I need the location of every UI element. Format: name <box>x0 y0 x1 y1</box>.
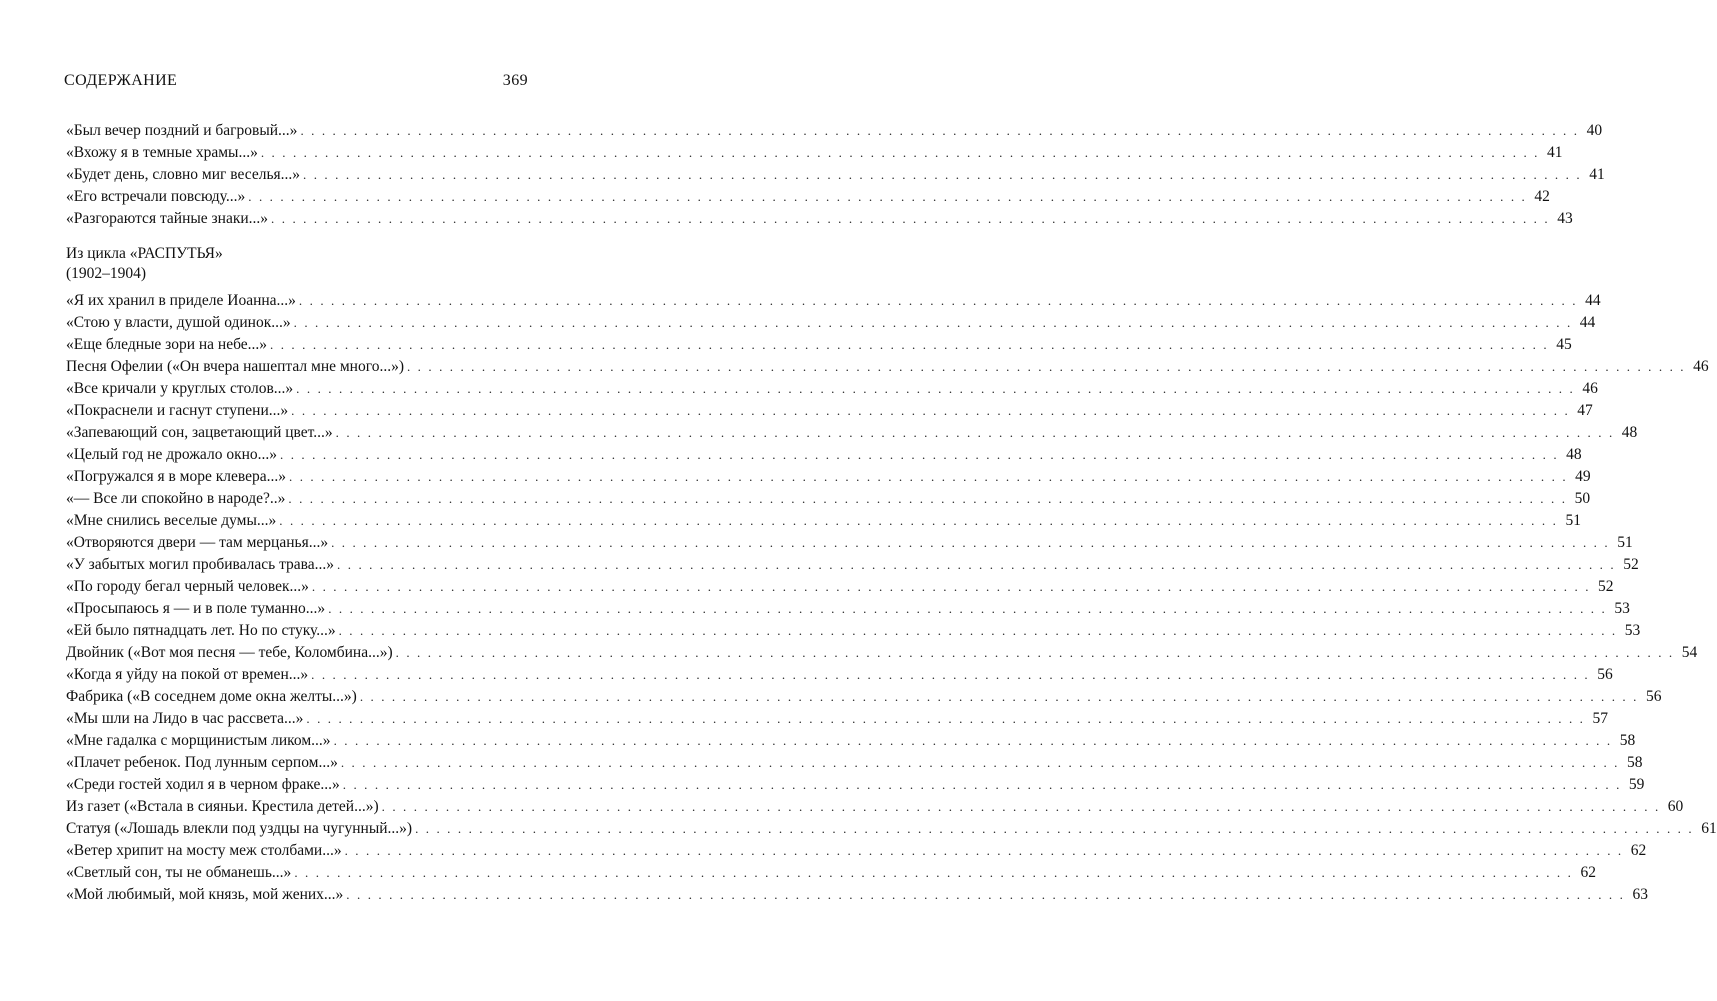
toc-entry-title: «Мне гадалка с морщинистым ликом...» <box>66 732 331 749</box>
toc-entry <box>66 576 1614 598</box>
toc-entry-page: 51 <box>1565 512 1581 529</box>
toc-entry-title: «Ветер хрипит на мосту меж столбами...» <box>66 842 342 859</box>
toc-entry-page: 41 <box>1589 166 1605 183</box>
toc-entry <box>66 208 1573 230</box>
toc-entry <box>66 686 1662 708</box>
toc-entry-page: 62 <box>1630 842 1647 859</box>
toc-entry <box>66 730 1636 752</box>
toc-entry-title: Песня Офелии («Он вчера нашептал мне много...») <box>66 358 404 375</box>
dot-leader: . . . . . . . . . . . . . . . . . . . . . . . . . . . . . . . . . . . . . . . . . . . . . . . . . . . . . . . . . . . . . . . . . . . . . . . . . . . . . . . . . . . . . . . . . . . . . . . . . . . . . . . . . . . . . . . . . . . . . . . . <box>344 843 1624 858</box>
toc-entry-page: 54 <box>1681 644 1698 661</box>
toc-entry <box>66 532 1633 554</box>
toc-entry-title: «Мой любимый, мой князь, мой жених...» <box>66 886 344 903</box>
toc-entry-title: «Целый год не дрожало окно...» <box>66 446 278 463</box>
dot-leader: . . . . . . . . . . . . . . . . . . . . . . . . . . . . . . . . . . . . . . . . . . . . . . . . . . . . . . . . . . . . . . . . . . . . . . . . . . . . . . . . . . . . . . . . . . . . . . . . . . . . . . . . . . . . . . . . . . . . . . . . <box>298 293 1578 308</box>
toc-entry-title: «Когда я уйду на покой от времен...» <box>66 666 309 683</box>
toc-entry-title: «Погружался я в море клевера...» <box>66 468 287 485</box>
toc-entry-page: 60 <box>1667 798 1684 815</box>
toc-entry-page: 52 <box>1623 556 1639 573</box>
toc-entry-page: 53 <box>1614 600 1630 617</box>
toc-entry-page: 47 <box>1577 402 1593 419</box>
toc-entry-page: 63 <box>1632 886 1648 903</box>
toc-entry <box>66 642 1698 664</box>
toc-entry-page: 48 <box>1566 446 1582 463</box>
toc-entry <box>66 488 1591 510</box>
toc-entry-title: Из газет («Встала в сияньи. Крестила детей...») <box>66 798 379 815</box>
toc-entry-title: «Еще бледные зори на небе...» <box>66 336 268 353</box>
toc-entry-title: «Стою у власти, душой одинок...» <box>66 314 291 331</box>
toc-entry-title: «Я их хранил в приделе Иоанна...» <box>66 292 296 309</box>
toc-entry-title: Двойник («Вот моя песня — тебе, Коломбина...») <box>66 644 393 661</box>
toc-entry <box>66 598 1630 620</box>
toc-entry <box>66 120 1603 142</box>
toc-entry <box>66 708 1609 730</box>
toc-entry <box>66 840 1647 862</box>
toc-entry-title: «Был вечер поздний и багровый...» <box>66 122 298 139</box>
toc-entry-title: «Все кричали у круглых столов...» <box>66 380 294 397</box>
dot-leader: . . . . . . . . . . . . . . . . . . . . . . . . . . . . . . . . . . . . . . . . . . . . . . . . . . . . . . . . . . . . . . . . . . . . . . . . . . . . . . . . . . . . . . . . . . . . . . . . . . . . . . . . . . . . . . . . . . . . . . . . <box>337 557 1616 572</box>
running-title: СОДЕРЖАНИЕ <box>64 72 178 89</box>
dot-leader: . . . . . . . . . . . . . . . . . . . . . . . . . . . . . . . . . . . . . . . . . . . . . . . . . . . . . . . . . . . . . . . . . . . . . . . . . . . . . . . . . . . . . . . . . . . . . . . . . . . . . . . . . . . . . . . . . . . . . . . . <box>331 535 1610 550</box>
dot-leader: . . . . . . . . . . . . . . . . . . . . . . . . . . . . . . . . . . . . . . . . . . . . . . . . . . . . . . . . . . . . . . . . . . . . . . . . . . . . . . . . . . . . . . . . . . . . . . . . . . . . . . . . . . . . . . . . . . . . . . . . <box>415 821 1694 836</box>
dot-leader: . . . . . . . . . . . . . . . . . . . . . . . . . . . . . . . . . . . . . . . . . . . . . . . . . . . . . . . . . . . . . . . . . . . . . . . . . . . . . . . . . . . . . . . . . . . . . . . . . . . . . . . . . . . . . . . . . . . . . . . . <box>306 711 1586 726</box>
toc-entry <box>66 818 1717 840</box>
toc-entry-page: 48 <box>1621 424 1638 441</box>
dot-leader: . . . . . . . . . . . . . . . . . . . . . . . . . . . . . . . . . . . . . . . . . . . . . . . . . . . . . . . . . . . . . . . . . . . . . . . . . . . . . . . . . . . . . . . . . . . . . . . . . . . . . . . . . . . . . . . . . . . . . . . . <box>248 189 1527 204</box>
dot-leader: . . . . . . . . . . . . . . . . . . . . . . . . . . . . . . . . . . . . . . . . . . . . . . . . . . . . . . . . . . . . . . . . . . . . . . . . . . . . . . . . . . . . . . . . . . . . . . . . . . . . . . . . . . . . . . . . . . . . . . . . <box>346 887 1625 902</box>
dot-leader: . . . . . . . . . . . . . . . . . . . . . . . . . . . . . . . . . . . . . . . . . . . . . . . . . . . . . . . . . . . . . . . . . . . . . . . . . . . . . . . . . . . . . . . . . . . . . . . . . . . . . . . . . . . . . . . . . . . . . . . . <box>333 733 1613 748</box>
toc-entry-title: «Светлый сон, ты не обманешь...» <box>66 864 292 881</box>
dot-leader: . . . . . . . . . . . . . . . . . . . . . . . . . . . . . . . . . . . . . . . . . . . . . . . . . . . . . . . . . . . . . . . . . . . . . . . . . . . . . . . . . . . . . . . . . . . . . . . . . . . . . . . . . . . . . . . . . . . . . . . . <box>381 799 1661 814</box>
toc-entry-page: 50 <box>1574 490 1591 507</box>
dot-leader: . . . . . . . . . . . . . . . . . . . . . . . . . . . . . . . . . . . . . . . . . . . . . . . . . . . . . . . . . . . . . . . . . . . . . . . . . . . . . . . . . . . . . . . . . . . . . . . . . . . . . . . . . . . . . . . . . . . . . . . . <box>406 359 1686 374</box>
dot-leader: . . . . . . . . . . . . . . . . . . . . . . . . . . . . . . . . . . . . . . . . . . . . . . . . . . . . . . . . . . . . . . . . . . . . . . . . . . . . . . . . . . . . . . . . . . . . . . . . . . . . . . . . . . . . . . . . . . . . . . . . <box>279 513 1558 528</box>
toc-entry-title: «Просыпаюсь я — и в поле туманно...» <box>66 600 326 617</box>
toc-entry <box>66 356 1709 378</box>
dot-leader: . . . . . . . . . . . . . . . . . . . . . . . . . . . . . . . . . . . . . . . . . . . . . . . . . . . . . . . . . . . . . . . . . . . . . . . . . . . . . . . . . . . . . . . . . . . . . . . . . . . . . . . . . . . . . . . . . . . . . . . . <box>294 865 1573 880</box>
running-header <box>64 72 528 90</box>
toc-entry <box>66 510 1581 532</box>
toc-entry-title: «Будет день, словно миг веселья...» <box>66 166 301 183</box>
toc-list-top <box>66 120 1605 230</box>
toc-entry-title: «Среди гостей ходил я в черном фраке...» <box>66 776 340 793</box>
dot-leader: . . . . . . . . . . . . . . . . . . . . . . . . . . . . . . . . . . . . . . . . . . . . . . . . . . . . . . . . . . . . . . . . . . . . . . . . . . . . . . . . . . . . . . . . . . . . . . . . . . . . . . . . . . . . . . . . . . . . . . . . <box>311 667 1590 682</box>
toc-entry <box>66 312 1596 334</box>
toc-entry-title: «Вхожу я в темные храмы...» <box>66 144 258 161</box>
toc-entry <box>66 164 1605 186</box>
toc-entry-page: 46 <box>1693 358 1709 375</box>
toc-entry-page: 40 <box>1586 122 1603 139</box>
toc-entry <box>66 334 1572 356</box>
toc-entry-title: «Отворяются двери — там мерцанья...» <box>66 534 329 551</box>
toc-entry-title: «Покраснели и гаснут ступени...» <box>66 402 289 419</box>
toc-entry-title: «У забытых могил пробивалась трава...» <box>66 556 335 573</box>
toc-entry <box>66 620 1641 642</box>
toc-entry <box>66 774 1645 796</box>
toc-entry <box>66 466 1591 488</box>
toc-entry-page: 62 <box>1580 864 1596 881</box>
toc-entry-page: 52 <box>1598 578 1614 595</box>
toc-entry-title: Фабрика («В соседнем доме окна желты...») <box>66 688 357 705</box>
toc-entry-page: 51 <box>1617 534 1633 551</box>
dot-leader: . . . . . . . . . . . . . . . . . . . . . . . . . . . . . . . . . . . . . . . . . . . . . . . . . . . . . . . . . . . . . . . . . . . . . . . . . . . . . . . . . . . . . . . . . . . . . . . . . . . . . . . . . . . . . . . . . . . . . . . . <box>342 777 1622 792</box>
toc-entry <box>66 862 1596 884</box>
toc-entry-title: «Запевающий сон, зацветающий цвет...» <box>66 424 333 441</box>
toc-entry-title: «Плачет ребенок. Под лунным серпом...» <box>66 754 338 771</box>
toc-entry-page: 58 <box>1627 754 1643 771</box>
toc-entry <box>66 400 1593 422</box>
toc-entry <box>66 186 1550 208</box>
toc-entry <box>66 444 1582 466</box>
toc-entry <box>66 884 1648 906</box>
toc-entry-page: 44 <box>1579 314 1596 331</box>
toc-entry <box>66 752 1643 774</box>
dot-leader: . . . . . . . . . . . . . . . . . . . . . . . . . . . . . . . . . . . . . . . . . . . . . . . . . . . . . . . . . . . . . . . . . . . . . . . . . . . . . . . . . . . . . . . . . . . . . . . . . . . . . . . . . . . . . . . . . . . . . . . . <box>291 403 1570 418</box>
dot-leader: . . . . . . . . . . . . . . . . . . . . . . . . . . . . . . . . . . . . . . . . . . . . . . . . . . . . . . . . . . . . . . . . . . . . . . . . . . . . . . . . . . . . . . . . . . . . . . . . . . . . . . . . . . . . . . . . . . . . . . . . <box>340 755 1620 770</box>
toc-entry-title: «Мы шли на Лидо в час рассвета...» <box>66 710 304 727</box>
toc-entry <box>66 142 1563 164</box>
dot-leader: . . . . . . . . . . . . . . . . . . . . . . . . . . . . . . . . . . . . . . . . . . . . . . . . . . . . . . . . . . . . . . . . . . . . . . . . . . . . . . . . . . . . . . . . . . . . . . . . . . . . . . . . . . . . . . . . . . . . . . . . <box>293 315 1573 330</box>
toc-entry-page: 58 <box>1619 732 1636 749</box>
dot-leader: . . . . . . . . . . . . . . . . . . . . . . . . . . . . . . . . . . . . . . . . . . . . . . . . . . . . . . . . . . . . . . . . . . . . . . . . . . . . . . . . . . . . . . . . . . . . . . . . . . . . . . . . . . . . . . . . . . . . . . . . <box>338 623 1618 638</box>
toc-entry <box>66 422 1638 444</box>
dot-leader: . . . . . . . . . . . . . . . . . . . . . . . . . . . . . . . . . . . . . . . . . . . . . . . . . . . . . . . . . . . . . . . . . . . . . . . . . . . . . . . . . . . . . . . . . . . . . . . . . . . . . . . . . . . . . . . . . . . . . . . . <box>270 337 1549 352</box>
toc-entry-page: 56 <box>1645 688 1662 705</box>
toc-entry-title: Статуя («Лошадь влекли под уздцы на чугунный...») <box>66 820 413 837</box>
toc-entry <box>66 554 1639 576</box>
toc-entry <box>66 796 1684 818</box>
toc-entry-page: 49 <box>1575 468 1591 485</box>
dot-leader: . . . . . . . . . . . . . . . . . . . . . . . . . . . . . . . . . . . . . . . . . . . . . . . . . . . . . . . . . . . . . . . . . . . . . . . . . . . . . . . . . . . . . . . . . . . . . . . . . . . . . . . . . . . . . . . . . . . . . . . . <box>395 645 1675 660</box>
page-number: 369 <box>502 72 528 89</box>
toc-entry-page: 56 <box>1597 666 1613 683</box>
toc-entry-page: 42 <box>1534 188 1550 205</box>
dot-leader: . . . . . . . . . . . . . . . . . . . . . . . . . . . . . . . . . . . . . . . . . . . . . . . . . . . . . . . . . . . . . . . . . . . . . . . . . . . . . . . . . . . . . . . . . . . . . . . . . . . . . . . . . . . . . . . . . . . . . . . . <box>311 579 1591 594</box>
toc-entry <box>66 378 1598 400</box>
dot-leader: . . . . . . . . . . . . . . . . . . . . . . . . . . . . . . . . . . . . . . . . . . . . . . . . . . . . . . . . . . . . . . . . . . . . . . . . . . . . . . . . . . . . . . . . . . . . . . . . . . . . . . . . . . . . . . . . . . . . . . . . <box>335 425 1615 440</box>
toc-entry-page: 44 <box>1585 292 1601 309</box>
dot-leader: . . . . . . . . . . . . . . . . . . . . . . . . . . . . . . . . . . . . . . . . . . . . . . . . . . . . . . . . . . . . . . . . . . . . . . . . . . . . . . . . . . . . . . . . . . . . . . . . . . . . . . . . . . . . . . . . . . . . . . . . <box>303 167 1582 182</box>
toc-entry-page: 59 <box>1628 776 1645 793</box>
toc-entry-page: 57 <box>1592 710 1609 727</box>
toc-entry-page: 46 <box>1582 380 1598 397</box>
toc-entry-title: «— Все ли спокойно в народе?..» <box>66 490 286 507</box>
dot-leader: . . . . . . . . . . . . . . . . . . . . . . . . . . . . . . . . . . . . . . . . . . . . . . . . . . . . . . . . . . . . . . . . . . . . . . . . . . . . . . . . . . . . . . . . . . . . . . . . . . . . . . . . . . . . . . . . . . . . . . . . <box>260 145 1540 160</box>
dot-leader: . . . . . . . . . . . . . . . . . . . . . . . . . . . . . . . . . . . . . . . . . . . . . . . . . . . . . . . . . . . . . . . . . . . . . . . . . . . . . . . . . . . . . . . . . . . . . . . . . . . . . . . . . . . . . . . . . . . . . . . . <box>280 447 1559 462</box>
toc-entry-title: «Ей было пятнадцать лет. Но по стуку...» <box>66 622 336 639</box>
toc-entry <box>66 664 1613 686</box>
toc-list-section <box>66 290 1717 906</box>
toc-entry-page: 43 <box>1557 210 1573 227</box>
section-title: Из цикла «РАСПУТЬЯ» <box>66 245 223 262</box>
table-of-contents <box>66 120 1717 906</box>
toc-entry-page: 45 <box>1556 336 1572 353</box>
dot-leader: . . . . . . . . . . . . . . . . . . . . . . . . . . . . . . . . . . . . . . . . . . . . . . . . . . . . . . . . . . . . . . . . . . . . . . . . . . . . . . . . . . . . . . . . . . . . . . . . . . . . . . . . . . . . . . . . . . . . . . . . <box>288 491 1568 506</box>
toc-entry-page: 41 <box>1547 144 1563 161</box>
toc-entry-title: «Мне снились веселые думы...» <box>66 512 277 529</box>
dot-leader: . . . . . . . . . . . . . . . . . . . . . . . . . . . . . . . . . . . . . . . . . . . . . . . . . . . . . . . . . . . . . . . . . . . . . . . . . . . . . . . . . . . . . . . . . . . . . . . . . . . . . . . . . . . . . . . . . . . . . . . . <box>296 381 1575 396</box>
dot-leader: . . . . . . . . . . . . . . . . . . . . . . . . . . . . . . . . . . . . . . . . . . . . . . . . . . . . . . . . . . . . . . . . . . . . . . . . . . . . . . . . . . . . . . . . . . . . . . . . . . . . . . . . . . . . . . . . . . . . . . . . <box>289 469 1568 484</box>
toc-entry-page: 61 <box>1701 820 1717 837</box>
dot-leader: . . . . . . . . . . . . . . . . . . . . . . . . . . . . . . . . . . . . . . . . . . . . . . . . . . . . . . . . . . . . . . . . . . . . . . . . . . . . . . . . . . . . . . . . . . . . . . . . . . . . . . . . . . . . . . . . . . . . . . . . <box>300 123 1580 138</box>
toc-entry <box>66 290 1601 312</box>
dot-leader: . . . . . . . . . . . . . . . . . . . . . . . . . . . . . . . . . . . . . . . . . . . . . . . . . . . . . . . . . . . . . . . . . . . . . . . . . . . . . . . . . . . . . . . . . . . . . . . . . . . . . . . . . . . . . . . . . . . . . . . . <box>328 601 1607 616</box>
dot-leader: . . . . . . . . . . . . . . . . . . . . . . . . . . . . . . . . . . . . . . . . . . . . . . . . . . . . . . . . . . . . . . . . . . . . . . . . . . . . . . . . . . . . . . . . . . . . . . . . . . . . . . . . . . . . . . . . . . . . . . . . <box>271 211 1550 226</box>
dot-leader: . . . . . . . . . . . . . . . . . . . . . . . . . . . . . . . . . . . . . . . . . . . . . . . . . . . . . . . . . . . . . . . . . . . . . . . . . . . . . . . . . . . . . . . . . . . . . . . . . . . . . . . . . . . . . . . . . . . . . . . . <box>359 689 1639 704</box>
section-years: (1902–1904) <box>66 265 147 282</box>
toc-entry-title: «По городу бегал черный человек...» <box>66 578 309 595</box>
toc-entry-title: «Его встречали повсюду...» <box>66 188 246 205</box>
toc-entry-page: 53 <box>1624 622 1641 639</box>
toc-entry-title: «Разгораются тайные знаки...» <box>66 210 269 227</box>
